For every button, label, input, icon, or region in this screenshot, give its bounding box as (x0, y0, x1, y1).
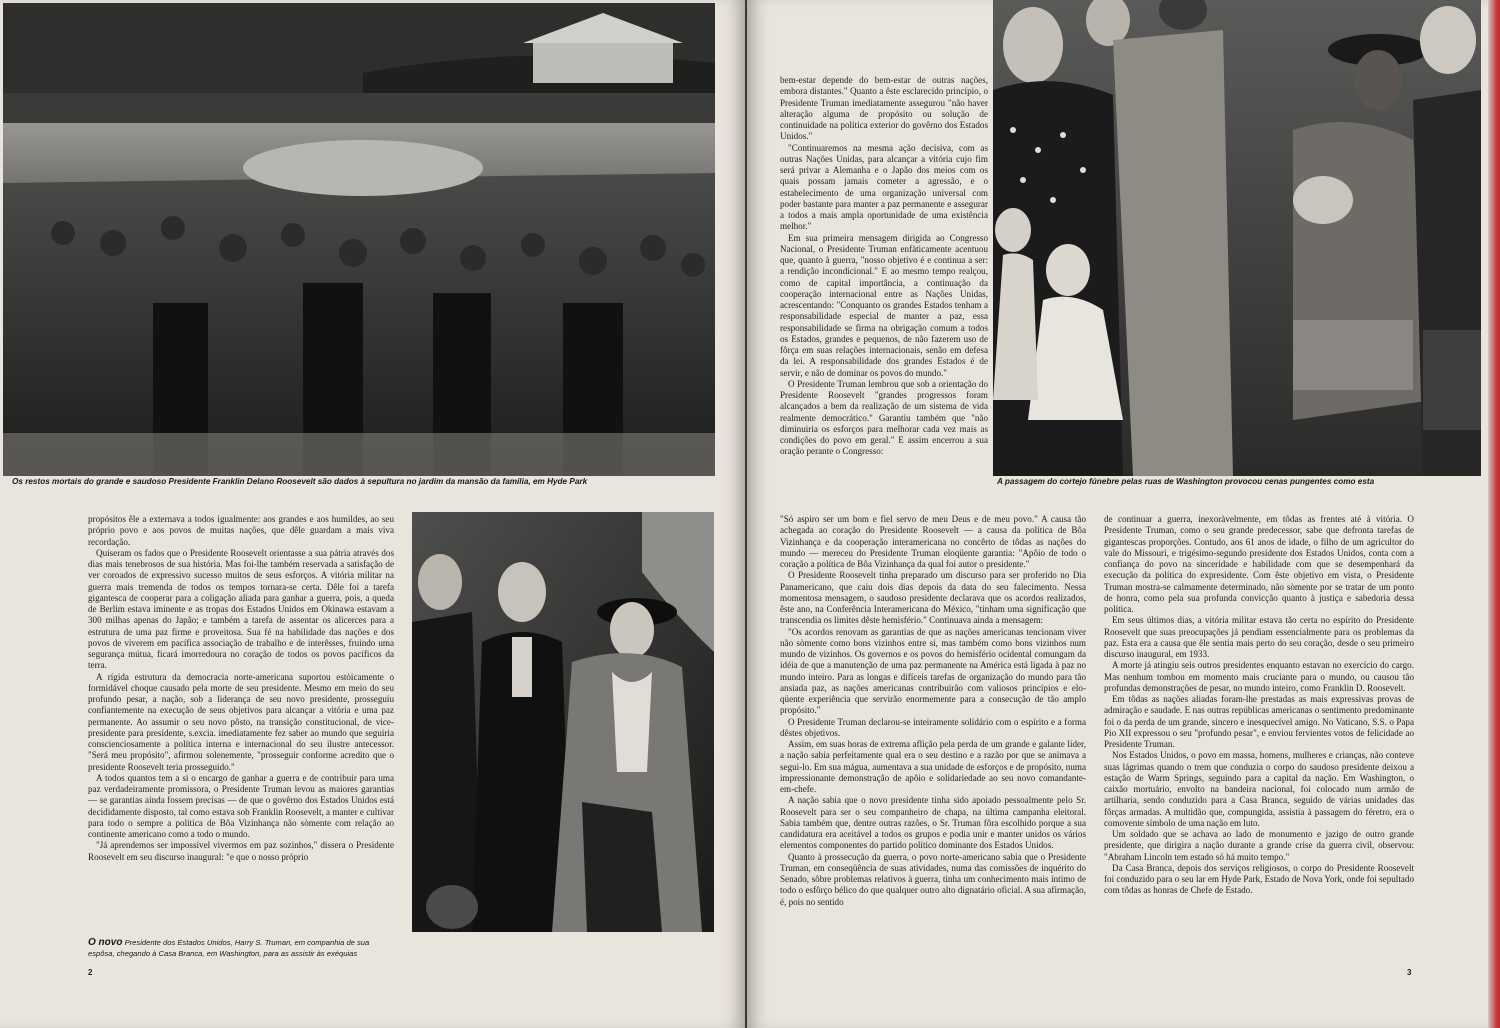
right-middle-text-column (780, 514, 1086, 974)
caption-text: Presidente dos Estados Unidos, Harry S. Truman, em companhia de sua espôsa, chegando à Casa Branca, em Washington, para as assistir às exéquias (88, 938, 370, 958)
caption-lead: O novo (88, 937, 123, 948)
paragraph: Em sua primeira mensagem dirigida ao Congresso Nacional, o Presidente Truman enfàticamente acentuou que, quanto à guerra, "nosso objetivo é e continua a ser: a rendição incondicional." E ao mesmo tempo realçou, como de capital importância, a continuação da cooperação internacional entre as Nações Unidas, acrescentando: "Conquanto os grandes Estados tenham a responsabilidade especial de manter a paz, essa responsabilidade se firma na obrigação comum a todos os Estados, grandes e pequenos, de não fazerem uso de fôrça em suas relações internacionais, senão em defesa da lei. A responsabilidade dos grandes Estados é de servir, e não de dominar os povos do mundo." (780, 232, 988, 378)
left-text-column (88, 514, 394, 918)
paragraph: O Presidente Truman lembrou que sob a orientação do Presidente Roosevelt "grandes progressos foram alcançados a bem da realização de um sistema de vida realmente democrático." Garantiu também que "não diminuiria os esforços para melhorar cada vez mais as condições do povo em geral." E assim encerrou a sua oração perante o Congresso: (780, 378, 988, 457)
paragraph: A morte já atingiu seis outros presidentes enquanto estavan no exercício do cargo. Mas nenhum tombou em momento mais cruciante para o mundo, ou causou tão profundas demonstrações de pesar, no mundo inteiro, como Franklin D. Roosevelt. (1104, 660, 1414, 693)
paragraph: "Só aspiro ser um bom e fiel servo de meu Deus e de meu povo." A causa tão achegada ao coração do Presidente Roosevelt — a causa da política de Bôa Vizinhança e da cooperação interamericana no concêrto de tôdas as nações do mundo — mereceu do Presidente Truman eloqüente garantia: "Apôio de todo o coração a política de Bôa Vizinhança da qual foi autor o presidente." (780, 514, 1086, 569)
paragraph: O Presidente Truman declarou-se inteiramente solidário com o espírito e a forma dêstes objetivos. (780, 716, 1086, 738)
right-top-text-column (780, 75, 988, 500)
paragraph: de continuar a guerra, inexoràvelmente, em tôdas as frentes até à vitória. O Presidente Truman, como o seu grande predecessor, sabe que defronta tarefas de gigantescas proporções. Contudo, aos 61 anos de idade, o filho de um agricultor do vale do Missouri, e trigésimo-segundo presidente dos Estados Unidos, conta com a confiança do povo na sinceridade e habilidade com que se desempenhará da execução da política do expresidente. Com êste objetivo em vista, o Presidente Truman mostra-se calmamente determinado, não sòmente por se tratar de um ponto de honra, como pela sua profunda convicção quanto à justiça e sabedoria dessa política. (1104, 514, 1414, 614)
page-edge-strip (1488, 0, 1500, 1028)
paragraph: Quiseram os fados que o Presidente Roosevelt orientasse a sua pátria através dos dias mais tenebrosos de sua história. Mas foi-lhe também reservada a satisfação de ver coroados de expressivo sucesso muitos de seus esforços. A vitória militar na guerra mais tremenda de todos os tempos tornara-se certa. Dêle foi a tarefa gigantesca de cooperar para a coligação aliada para ganhar a guerra, pois, a queda de Berlim estava iminente e as tropas dos Estados Unidos em Okinawa estavam a 300 milhas apenas do Japão; e também a tarefa de assentar os alicerces para a estrutura de uma paz firme e proveitosa. Sua fé na habilidade das nações e dos povos de viverem em pacífica associação de trabalho e de interêsses, fruindo uma segurança mútua, ficará imorredoura no coração de todos os povos pacíficos da terra. (88, 547, 394, 671)
paragraph: "Os acordos renovam as garantias de que as nações americanas tencionam viver não sòmente como bons vizinhos entre si, mas também como bons vizinhos num mundo de vizinhos. Os governos e os povos do hemisfério ocidental comungam da idéia de que a manutenção de uma paz permanente na América está ligada à paz no mundo inteiro. Para as longas e difíceis tarefas de organização do mundo para tão ansiada paz, as nações americanas contribuirão com valiosos princípios e elo-qüente experiência que servirão enormemente para a consecução de tão amplo propósito." (780, 626, 1086, 716)
paragraph: Da Casa Branca, depois dos serviços religiosos, o corpo do Presidente Roosevelt foi conduzido para o seu lar em Hyde Park, Estado de Nova York, onde foi sepultado com tôdas as honras de Chefe de Estado. (1104, 862, 1414, 896)
paragraph: Em seus últimos dias, a vitória militar estava tão certa no espírito do Presidente Roosevelt que suas preocupações já pendiam essencialmente para os problemas da paz. Esta era a causa que êle sentia mais perto do seu coração, desde o seu primeiro discurso inaugural, em 1933. (1104, 615, 1414, 659)
page-number: 3 (1407, 968, 1412, 977)
paragraph: A todos quantos tem a si o encargo de ganhar a guerra e de contribuir para uma paz verdadeiramente promissora, o Presidente Truman levou as maiores garantias — se garantias ainda fossem precisas — de que o govêrno dos Estados Unidos está decididamente disposto, tal como estava sob Franklin Roosevelt, a manter e cultivar para todo o sempre a política de Bôa Vizinhança não sòmente com relação ao continente americano como a todo o mundo. (88, 772, 394, 839)
paragraph: Um soldado que se achava ao lado de monumento e jazigo de outro grande presidente, que dirigira a nação durante a grande crise da guerra civil, observou: "Abraham Lincoln tem estado só há muito tempo." (1104, 829, 1414, 862)
paragraph: propósitos êle a externava a todos igualmente: aos grandes e aos humildes, ao seu próprio povo e aos povos de muitas nações, que dêle guardam a mais viva recordação. (88, 514, 394, 547)
page-number: 2 (88, 968, 93, 977)
truman-photo-caption (88, 938, 394, 959)
truman-couple-photo (412, 512, 714, 932)
right-third-text-column (1104, 514, 1414, 974)
paragraph: Nos Estados Unidos, o povo em massa, homens, mulheres e crianças, não conteve suas lágrimas quando o trem que conduzia o corpo do saudoso presidente deixou a estação de Warm Springs, seguindo para a capital da nação. Em Washington, o caixão mortuário, envolto na bandeira nacional, foi colocado num armão de artilharia, sendo conduzido para a Casa Branca, seguido de várias unidades das fôrças armadas. A multidão que, compungida, assistia à passagem do féretro, era o comovente símbolo de uma nação em luto. (1104, 750, 1414, 828)
right-page (747, 0, 1500, 1028)
paragraph: Em tôdas as nações aliadas foram-lhe prestadas as mais expressivas provas de admiração e saudade. E nas outras repúblicas americanas o sentimento predominante foi o da perda de um grande, sincero e inesquecível amigo. No Vaticano, S.S. o Papa Pio XII expressou o seu "profundo pesar", e enviou fervientes votos de felicidade ao Presidente Truman. (1104, 694, 1414, 749)
paragraph: A rígida estrutura da democracia norte-americana suportou estòicamente o formidável choque causado pela morte de seu presidente. Mesmo em meio do seu profundo pesar, a nação, sob a liderança de seu novo presidente, prosseguiu confiantemente na execução de seus objetivos para alcançar a vitória e uma paz permanente. Ao assumir o seu novo pôsto, na transição constitucional, de vice-presidente para presidente, s.excia. imediatamente fez saber ao mundo que seguiria conscienciosamente a política interna e internacional do seu ilustre antecessor. "Será meu propósito", afirmou solenemente, "prosseguir conforme acredito que o presidente Roosevelt teria prosseguido." (88, 671, 394, 772)
paragraph: Quanto à prossecução da guerra, o povo norte-americano sabia que o Presidente Truman, em conseqüência de suas atividades, numa das comissões de inquérito do Senado, sôbre problemas relativos à guerra, tinha um conhecimento mais íntimo de todo o esfôrço bélico do que qualquer outro alto dignatário oficial. A sua afirmação, é, pois no sentido (780, 851, 1086, 907)
paragraph: bem-estar depende do bem-estar de outras nações, embora distantes." Quanto a êste esclarecido princípio, o Presidente Truman imediatamente assegurou "não haver alteração alguma de propósito ou solução de continuidade na política exterior do govêrno dos Estados Unidos." (780, 75, 988, 142)
procession-photo-caption: A passagem do cortejo fúnebre pelas ruas de Washington provocou cenas pungentes como esta (997, 477, 1375, 486)
funeral-procession-crowd-photo (993, 0, 1481, 476)
paragraph: Assim, em suas horas de extrema aflição pela perda de um grande e galante líder, a nação sabia perfeitamente qual era o seu destino e a razão por que se animava a segui-lo. Em sua mágua, aumentava a sua unidade de esforços e de propósito, numa impressionante demonstração de apôio e solidariedade ao seu novo comandante-em-chefe. (780, 739, 1086, 794)
paragraph: "Continuaremos na mesma ação decisiva, com as outras Nações Unidas, para alcançar a vitória cujo fim será privar a Alemanha e o Japão dos meios com os quais possam jamais cometer a agressão, e o estabelecimento de uma organização universal com poder bastante para manter a paz permanente e assegurar a todos a mais ampla oportunidade de uma existência melhor." (780, 142, 988, 232)
left-page (0, 0, 745, 1028)
funeral-burial-photo (3, 3, 715, 476)
paragraph: O Presidente Roosevelt tinha preparado um discurso para ser proferido no Dia Panamericano, que caiu dois dias depois da data do seu falecimento. Nessa momentosa mensagem, o saudoso presidente declarava que os acordos realizados, êste ano, na Conferência Interamericana do México, "tinham uma significação que transcendia os limites dêste hemisfério." Continuava ainda a mensagem: (780, 570, 1086, 626)
funeral-photo-caption: Os restos mortais do grande e saudoso Presidente Franklin Delano Roosevelt são dados à sepultura no jardim da mansão da família, em Hyde Park (12, 477, 588, 486)
paragraph: "Já aprendemos ser impossível vivermos em paz sozinhos," dissera o Presidente Roosevelt em seu discurso inaugural: "e que o nosso próprio (88, 840, 394, 862)
paragraph: A nação sabia que o novo presidente tinha sido apoiado pessoalmente pelo Sr. Roosevelt para ser o seu companheiro de chapa, na última campanha eleitoral. Sabia também que, dentre outras razões, o Sr. Truman fôra escolhido porque a sua candidatura era aceitável a todos os grupos e podia unir e manter unidos os vários elementos componentes do partido político dominante dos Estados Unidos. (780, 795, 1086, 851)
